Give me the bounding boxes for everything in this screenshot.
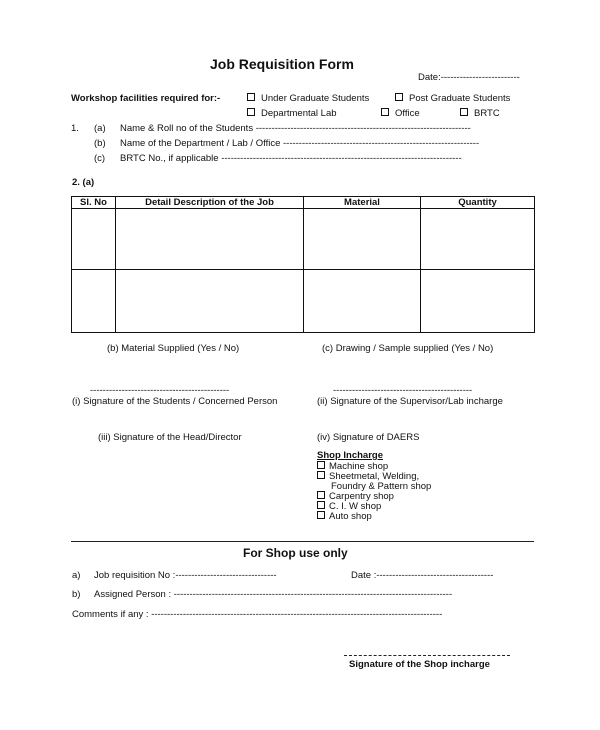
- table-cell[interactable]: [116, 209, 304, 270]
- checkbox-option-ug[interactable]: Under Graduate Students: [247, 93, 369, 104]
- checkbox-icon[interactable]: [317, 461, 325, 469]
- signature-line: --------------------------------------------: [333, 385, 473, 396]
- daers-signature-label: (iv) Signature of DAERS: [317, 432, 420, 443]
- table-cell[interactable]: [421, 270, 535, 333]
- shop-signature-line: [344, 655, 510, 656]
- shop-use-heading: For Shop use only: [243, 546, 348, 560]
- column-header: Material: [304, 197, 421, 209]
- section-divider: [71, 541, 534, 542]
- checkbox-icon[interactable]: [381, 108, 389, 116]
- page-title: Job Requisition Form: [210, 56, 354, 72]
- table-row: [72, 270, 535, 333]
- checkbox-icon[interactable]: [460, 108, 468, 116]
- column-header: Sl. No: [72, 197, 116, 209]
- item-marker: a): [72, 570, 81, 581]
- column-header: Quantity: [421, 197, 535, 209]
- comments-field[interactable]: Comments if any : --------------------------------------------------------------------------------------------: [72, 609, 443, 620]
- shop-option-foundry-text: Foundry & Pattern shop: [331, 481, 432, 492]
- date-field[interactable]: Date:-------------------------: [418, 72, 520, 83]
- checkbox-option-brtc[interactable]: BRTC: [460, 108, 500, 119]
- job-table: [71, 196, 535, 333]
- shop-option-machine[interactable]: Machine shop: [317, 461, 388, 472]
- material-supplied[interactable]: (b) Material Supplied (Yes / No): [107, 343, 240, 354]
- shop-option-sheetmetal[interactable]: Sheetmetal, Welding,: [317, 471, 419, 482]
- students-name-field[interactable]: Name & Roll no of the Students --------------------------------------------------------------------: [120, 123, 471, 134]
- checkbox-option-pg[interactable]: Post Graduate Students: [395, 93, 510, 104]
- signature-line: --------------------------------------------: [90, 385, 230, 396]
- table-header-row: [72, 197, 535, 209]
- item-marker: (c): [94, 153, 106, 164]
- table-cell[interactable]: [421, 209, 535, 270]
- column-header: Detail Description of the Job: [116, 197, 304, 209]
- brtc-number-field[interactable]: BRTC No., if applicable ----------------------------------------------------------------------------: [120, 153, 462, 164]
- supervisor-signature-label: (ii) Signature of the Supervisor/Lab incharge: [317, 396, 503, 407]
- checkbox-icon[interactable]: [317, 511, 325, 519]
- section-1-number: 1.: [71, 123, 79, 134]
- checkbox-option-dept-lab[interactable]: Departmental Lab: [247, 108, 337, 119]
- shop-option-auto[interactable]: Auto shop: [317, 511, 372, 522]
- item-marker: b): [72, 589, 81, 600]
- shop-option-carpentry[interactable]: Carpentry shop: [317, 491, 394, 502]
- checkbox-icon[interactable]: [247, 93, 255, 101]
- shop-incharge-signature-label: Signature of the Shop incharge: [349, 659, 490, 670]
- table-cell[interactable]: [304, 209, 421, 270]
- item-marker: (a): [94, 123, 106, 134]
- table-cell[interactable]: [304, 270, 421, 333]
- shop-option-ciw[interactable]: C. I. W shop: [317, 501, 381, 512]
- checkbox-option-office[interactable]: Office: [381, 108, 420, 119]
- table-cell[interactable]: [72, 209, 116, 270]
- department-field[interactable]: Name of the Department / Lab / Office --------------------------------------------------------------: [120, 138, 480, 149]
- table-cell[interactable]: [72, 270, 116, 333]
- head-signature-label: (iii) Signature of the Head/Director: [98, 432, 242, 443]
- students-signature-label: (i) Signature of the Students / Concerned Person: [72, 396, 278, 407]
- facilities-label: Workshop facilities required for:-: [71, 93, 221, 104]
- job-requisition-number-field[interactable]: Job requisition No :--------------------------------: [94, 570, 277, 581]
- shop-incharge-heading: Shop Incharge: [317, 450, 383, 461]
- assigned-person-field[interactable]: Assigned Person : ----------------------------------------------------------------------------------------: [94, 589, 453, 600]
- item-marker: (b): [94, 138, 106, 149]
- table-row: [72, 209, 535, 270]
- shop-date-field[interactable]: Date :-------------------------------------: [351, 570, 494, 581]
- table-cell[interactable]: [116, 270, 304, 333]
- drawing-supplied[interactable]: (c) Drawing / Sample supplied (Yes / No): [322, 343, 494, 354]
- checkbox-icon[interactable]: [317, 471, 325, 479]
- checkbox-icon[interactable]: [317, 491, 325, 499]
- section-2-label: 2. (a): [72, 177, 95, 188]
- checkbox-icon[interactable]: [395, 93, 403, 101]
- checkbox-icon[interactable]: [247, 108, 255, 116]
- checkbox-icon[interactable]: [317, 501, 325, 509]
